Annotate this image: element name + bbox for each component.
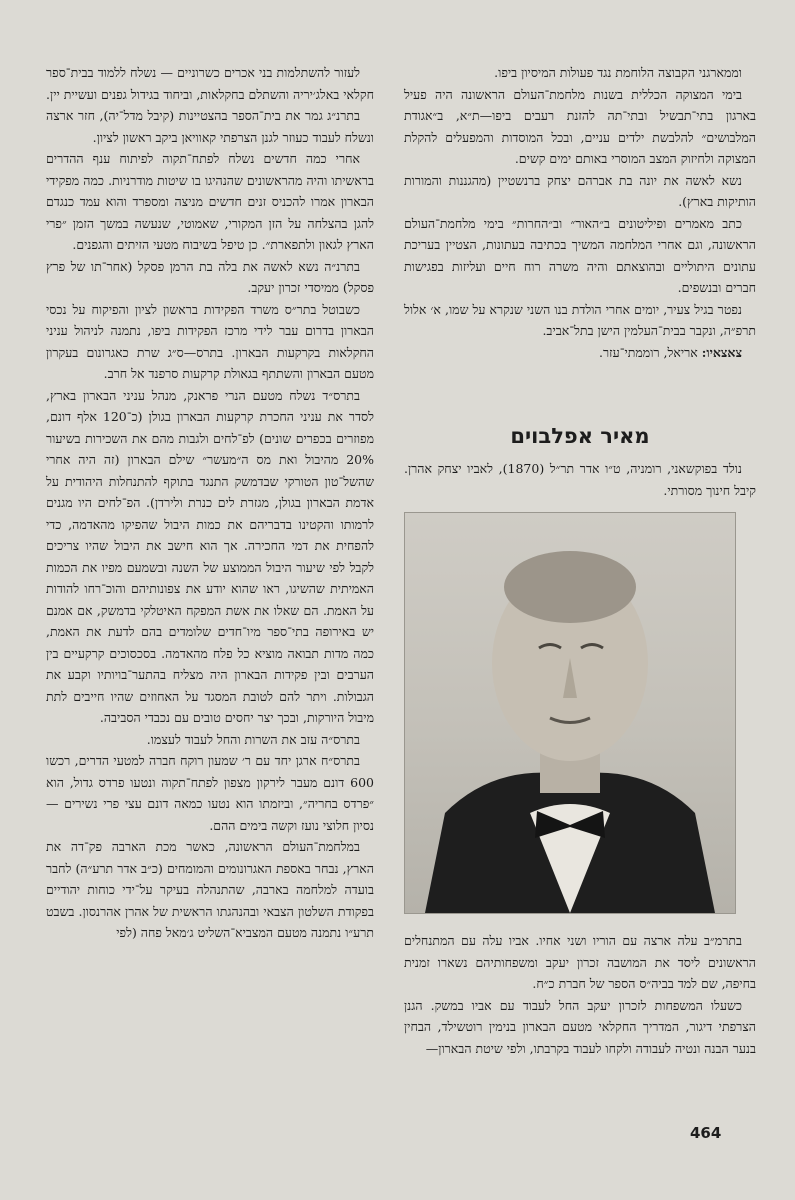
descendants-label: צאצאיו: [701, 344, 742, 360]
right-column-bottom [404, 930, 756, 1059]
biography-intro [404, 458, 756, 501]
descendants-names: אריאל, רוממתי־עזר. [599, 344, 698, 360]
paragraph: בתרס״ח ארגן יחד עם ר׳ שמעון רוקח חברה למטעי הדרים, רכשו 600 דונם מעבר לירקון מצפון לפתח־תקוה ונטעו פרדס גדול, הוא ״פרדס בחריה״, וביזמתו הוא נטעו כמאה דונם עצי פרי נשירים — נסיון חלוצי נועז וקשה בימים ההם. [46, 753, 374, 833]
left-column [46, 62, 374, 944]
page-number: 464 [690, 1124, 722, 1142]
right-column-top [404, 62, 756, 363]
paragraph: כתב מאמרים ופיליטונים ב״האור״ וב״החרות״ בימי מלחמת־העולם הראשונה, וגם אחרי המלחמה המשיך בכתיבה בעתונות, הצטיין בעריכת עתונים היתוליים ובהוצאתם והיה משרה רוח חיים ועליזות בפגישות חברים ובנשפים. [404, 215, 756, 295]
paragraph: כשעלו המשפחות לזכרון יעקב החל לעבוד עם אביו במשק. הגנן הצרפתי דיגור, המדריך החקלאי מטעם הבארון בנימין רוטשילד, הבחין בנער הבנה ונטיה לעבודה ולקחו לעבוד בקרבתו, ולפי שיטת הבארון— [404, 997, 756, 1056]
portrait-illustration [405, 513, 735, 913]
paragraph: אחרי כמה חדשים נשלח לפתח־תקוה לפיתוח ענף ההדרים בראשיתו והיה מהראשונים שהנהיגו בו שיטות מודרניות. כמה מפקידי הבארון אמרו להכניס זנים חדשים מניצה ומספרד והוא עמד כנגדם להגן בהצלחה על הזן המקורי, שאמוטי, שנעשה במשך הזמן ״פרי הארץ לגאון ולתפארת״. כן טיפל בשיבוח מטעי הזיתים והגפנים. [46, 151, 374, 252]
paragraph: נפטר בגיל צעיר, יומים אחרי הולדת בנו השני שנקרא על שמו, א׳ אלול תרפ״ה, ונקבר בבית־העלמין הישן בתל־אביב. [404, 301, 756, 338]
paragraph: בתרנ״ג גמר את בית־הספר בהצטיינות (קיבל מדל־יה), חזר ארצה ונשלח לעבוד כעוזר לגנן הצרפתי קאוויאן ביקב ראשון לציון. [46, 108, 374, 145]
paragraph: כשבוטל בתר״ס משרד הפקידות בראשון לציון והפיקוח על נכסי הבארון בדרום עבר לידי מרכז הפקידות ביפו, נתמנה לניהול עניני החקלאות בקרקעות הבארון. בתרס—ס״ג שרת כאגרונום בעקרון מטעם הבארון והשתתף בגאולת קרקעות סרפנד אל חרב. [46, 301, 374, 381]
paragraph: בתרמ״ב עלה ארצה עם הוריו ושני אחיו. אביו עלה עם המתנחלים הראשונים ליסד את המושבה זכרון יעקב ומשפחותיהם נשארו זמנית בחיפה, שם למד בביה״ס הספר של חברת כ״ח. [404, 933, 756, 991]
portrait-photo [404, 512, 736, 914]
paragraph: בתרס״ה עזב את השרות והחל לעבוד לעצמו. [146, 731, 360, 747]
paragraph: לעזור להשתלמות בני אכרים כשרוניים — נשלח ללמוד בבית־ספר חקלאי באלג׳יריה והשתלם בחקלאות, וביחוד בגידול גפנים ועשיית יין. [46, 65, 374, 102]
paragraph: בתרס״ד נשלח מטעם הנרי פראנק, מנהל עניני הבארון בארץ, לסדר את עניני החכרת קרקעות הבארון בגולן (כ־120 אלף דונם, מפוזרים בכפרים שונים) לפ־לחים ולגבות מהם את השכירות בשיעור 20% מהיבול ואת מס ה״מעשר״ שילם הבארון (זה היה אחרי שהשל־טון הטורקי שבדמשק התנגד בתוקף להתנחלות היהודית על אדמת הבארון בגולן, מגזרת לים כנרת ולירדן). הפ־לחים היו מגנים לרמותו והקטינו בדבריהם את כמות היבול שהפיקו מהאדמה, כדי להפחית את דמי החכירה. אך הוא חישב את היבול שהיו צריכים לקבל לפי שיעור היבול הממוצע של השנה ובשמעם מפיו את הכמות האמיתית שהשיגו, ראו שהוא יודע את צפונותיהם והוכ־רחו להודות על האמת. הם שאלו את אשת המפקח האיטלקי בדמשק, אם אמנם יש באירופה בתי־ספר מיו־חדים שלומדים בהם לדעת את האמת, כמה מדות תבואה מוציא כל פלח מהאדמה. בסכסוכים קרקעיים בין הערבים ובין פקידות הבארון היה מצליח בהתער־בויותיו וקבע את הגבולות. ויתר להם לטובת המסגד על האחוזים שהיו חייבים לתת מיבול היורקות, ובכך יצר יחסים טובים עם נכבדי הסביבה. [46, 387, 374, 725]
paragraph: נשא לאשה את יונה בת אברהם יצחק ברנשטיין (מהגננות והמורות הותיקות בארץ). [404, 172, 756, 209]
paragraph: וממארגני הקבוצה הלוחמת נגד פעולות המיסיון ביפו. [494, 65, 742, 80]
descendants-line [404, 342, 756, 364]
paragraph: נולד בפוקשאני, רומניה, ט״ו אדר תר״ל (1870), לאביו יצחק אהרן. קיבל חינוך מסורתי. [404, 461, 756, 498]
paragraph: בימי המצוקה הכללית בשנות מלחמת־העולם הראשונה היה פעיל בארגון בתי־תבשיל ובתי־תה להזנת רעבים ביפו—ת״א, ב״אגודת המלבושים״ להלבשת ילדים עניים, ובכל המוסדות והמפעלים להקלת המצוקה ולחיזוק המצב המוסרי באותם ימים קשים. [404, 86, 756, 166]
biography-heading: מאיר אפלבוים [510, 424, 650, 448]
paragraph: במלחמת־העולם הראשונה, כאשר מכת הארבה פק־דה את הארץ, נבחר באספת האגרונומים והמומחים (כ״ב אדר תרע״ה) לחבר בועדה למלחמה בארבה, שהתנהלה בעיקר על־ידי כוחות יהודיים בפקודת השלטון הצבאי ובהנהגתו הראשית של אהרן אהרנסון. בשבט תרע״ו נתמנה מטעם המצביא־השליט ג׳מאל פחה (לפי [46, 839, 374, 940]
paragraph: בתרנ״ה נשא לאשה את בלה בת הרמן פסקל (אחר־תו של פרץ פסקל) ממיסדי זכרון יעקב. [46, 258, 374, 295]
